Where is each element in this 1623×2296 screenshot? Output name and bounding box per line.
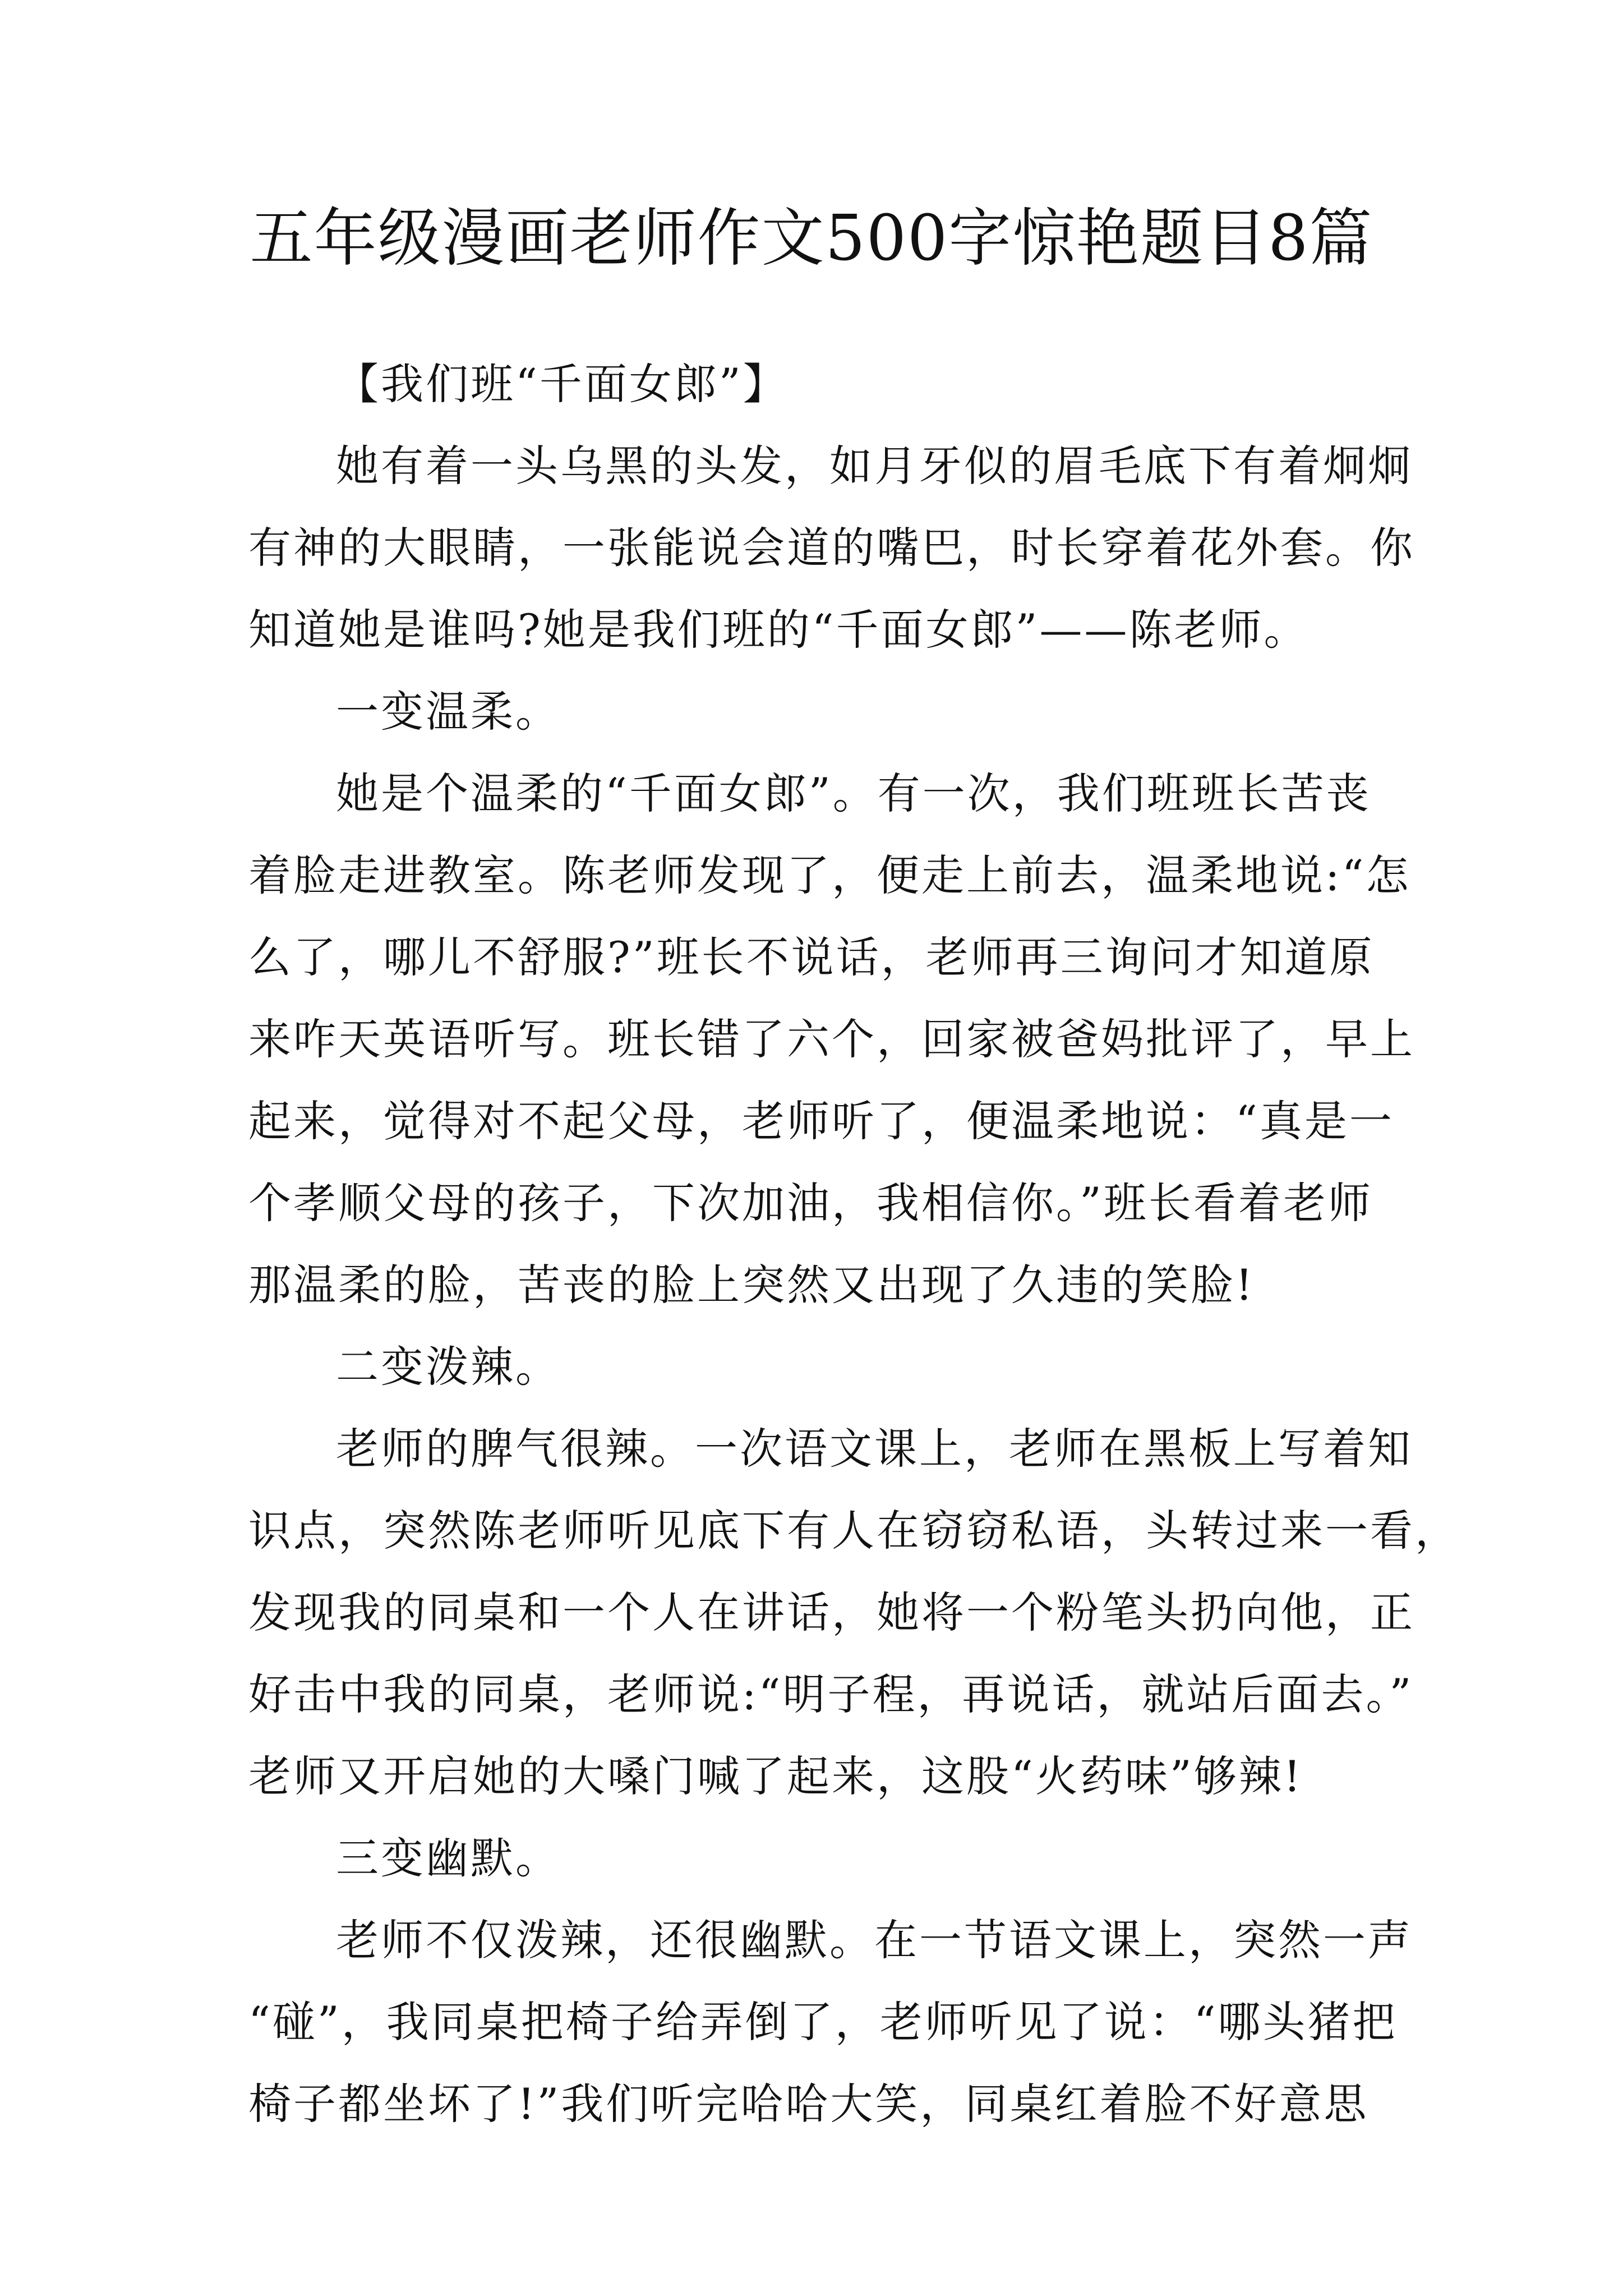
paragraph-line: 一变温柔。 [336,687,560,737]
paragraph-line: 识点，突然陈老师听见底下有人在窃窃私语，头转过来一看， [248,1506,1460,1556]
paragraph-line: 她有着一头乌黑的头发，如月牙似的眉毛底下有着炯炯 [336,441,1413,491]
paragraph-line: 老师的脾气很辣。一次语文课上，老师在黑板上写着知 [336,1424,1413,1474]
paragraph-line: “碰”，我同桌把椅子给弄倒了，老师听见了说：“哪头猪把 [248,1997,1398,2047]
paragraph-line: 有神的大眼睛，一张能说会道的嘴巴，时长穿着花外套。你 [248,523,1415,573]
paragraph-line: 三变幽默。 [336,1833,560,1883]
paragraph-line: 她是个温柔的“千面女郎”。有一次，我们班班长苦丧 [336,769,1371,818]
paragraph-line: 好击中我的同桌，老师说:“明子程，再说话，就站后面去。” [248,1669,1414,1719]
paragraph-line: 椅子都坐坏了!”我们听完哈哈大笑，同桌红着脸不好意思 [248,2079,1369,2129]
paragraph-line: 来咋天英语听写。班长错了六个，回家被爸妈批评了，早上 [248,1014,1415,1064]
document-body [248,343,1460,2145]
paragraph-line: 老师又开启她的大嗓门喊了起来，这股“火药味”够辣! [248,1751,1303,1801]
paragraph-line: 么了，哪儿不舒服?”班长不说话，老师再三询问才知道原 [248,932,1375,982]
section-heading: 【我们班“千面女郎”】 [336,359,788,409]
document-title: 五年级漫画老师作文500字惊艳题目8篇 [250,202,1373,275]
paragraph-line: 那温柔的脸，苦丧的脸上突然又出现了久违的笑脸! [248,1260,1255,1310]
paragraph-line: 知道她是谁吗?她是我们班的“千面女郎”——陈老师。 [248,605,1309,655]
paragraph-line: 起来，觉得对不起父母，老师听了，便温柔地说：“真是一 [248,1096,1394,1146]
paragraph-line: 个孝顺父母的孩子，下次加油，我相信你。”班长看着老师 [248,1178,1373,1228]
paragraph-line: 二变泼辣。 [336,1342,560,1392]
paragraph-line: 着脸走进教室。陈老师发现了，便走上前去，温柔地说:“怎 [248,850,1411,900]
paragraph-line: 老师不仅泼辣，还很幽默。在一节语文课上，突然一声 [336,1915,1413,1965]
paragraph-line: 发现我的同桌和一个人在讲话，她将一个粉笔头扔向他，正 [248,1588,1415,1637]
